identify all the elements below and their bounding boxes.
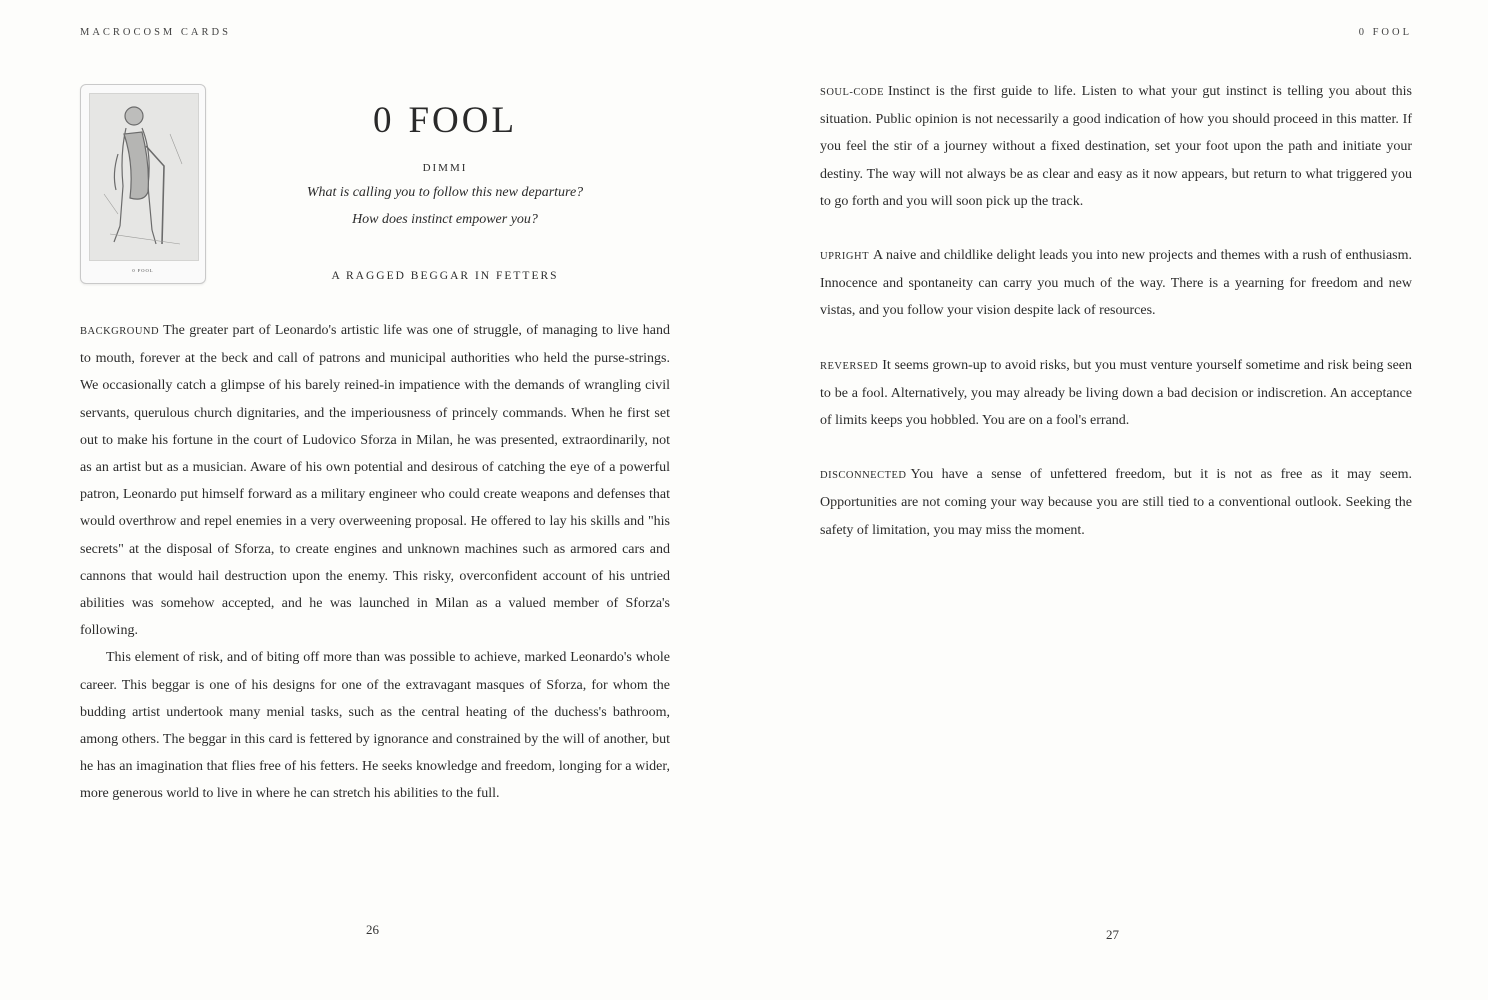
background-paragraph-2: This element of risk, and of biting off more than was possible to achieve, marked Leonardo's whole career. This beggar is one of his designs for one of the extravagant masques of Sforza, for whom the budding artist undertook many menial tasks, such as the central heating of the duchess's bathroom, among others. The beggar in this card is fettered by ignorance and constrained by the will of another, but he has an imagination that flies free of his fetters. He seeks knowledge and freedom, longing for a wider, more generous world to live in where he can stretch his abilities to the full. (80, 650, 670, 802)
section-label: UPRIGHT (820, 251, 870, 263)
right-page (744, 0, 1488, 1000)
background-label: BACKGROUND (80, 326, 160, 337)
section-text: You have a sense of unfettered freedom, but it is not as free as it may seem. Opportunities are not coming your way because you are still tied to a conventional outlook. Seeking the safety of limitation, you may miss the moment. (820, 467, 1412, 538)
section-label: REVERSED (820, 360, 879, 372)
soul-code-section (820, 78, 1412, 215)
reversed-section (820, 352, 1412, 435)
section-label: DISCONNECTED (820, 470, 907, 482)
card-number: 0 (372, 99, 395, 141)
page-number: 26 (366, 922, 379, 937)
section-text: A naive and childlike delight leads you into new projects and themes with a rush of enthusiasm. Innocence and spontaneity can carry you much of the way. There is a yearning for freedom and new vistas, and you follow your vision despite lack of resources. (820, 248, 1412, 319)
card-subtitle: A RAGGED BEGGAR IN FETTERS (331, 270, 559, 282)
card-caption: 0 FOOL (132, 268, 154, 273)
dimmi-question-2: How does instinct empower you? (352, 212, 538, 227)
section-label: SOUL-CODE (820, 87, 884, 98)
tarot-card-image (80, 84, 206, 284)
dimmi-label: DIMMI (422, 162, 468, 174)
card-name: FOOL (408, 99, 518, 141)
disconnected-section (820, 461, 1412, 544)
man-with-crutch-icon (90, 94, 198, 260)
background-paragraph-1 (80, 317, 670, 644)
background-section (80, 317, 670, 808)
section-text: Instinct is the first guide to life. Listen to what your gut instinct is telling you about this situation. Public opinion is not necessarily a good indication of how you should proceed in this matter. If you feel the stir of a journey without a fixed destination, set your foot upon the path and initiate your destiny. The way will not always be as clear and easy as it now appears, but return to what triggered you to go forth and you will soon pick up the track. (820, 84, 1412, 209)
beggar-illustration (89, 93, 199, 261)
running-head: 0 FOOL (1358, 27, 1412, 38)
dimmi-question-1: What is calling you to follow this new departure? (306, 185, 584, 200)
interpretation-sections (820, 78, 1412, 571)
running-head: MACROCOSM CARDS (80, 27, 231, 38)
upright-section (820, 242, 1412, 325)
page-title (300, 99, 590, 142)
page-number: 27 (1106, 927, 1119, 942)
section-text: It seems grown-up to avoid risks, but you must venture yourself sometime and risk being seen to be a fool. Alternatively, you may already be living down a bad decision or indiscretion. An acceptance of limits keeps you hobbled. You are on a fool's errand. (820, 357, 1412, 429)
background-text-1: The greater part of Leonardo's artistic life was one of struggle, of managing to live hand to mouth, forever at the beck and call of patrons and municipal authorities who held the purse-strings. We occasionally catch a glimpse of his barely reined-in impatience with the demands of wrangling civil servants, querulous church dignitaries, and the imperiousness of princely commands. When he first set out to make his fortune in the court of Ludovico Sforza in Milan, he was presented, extraordinarily, not as an artist but as a musician. Aware of his own potential and desirous of catching the eye of a powerful patron, Leonardo put himself forward as a military engineer who could create weapons and defenses that would overthrow and repel enemies in a very overweening proposal. He offered to lay his skills and "his secrets" at the disposal of Sforza, to create engines and unknown machines such as armored cars and cannons that would hail destruction upon the enemy. This risky, overconfident account of his untried abilities was somehow accepted, and he was launched in Milan as a valued member of Sforza's following. (80, 323, 670, 639)
